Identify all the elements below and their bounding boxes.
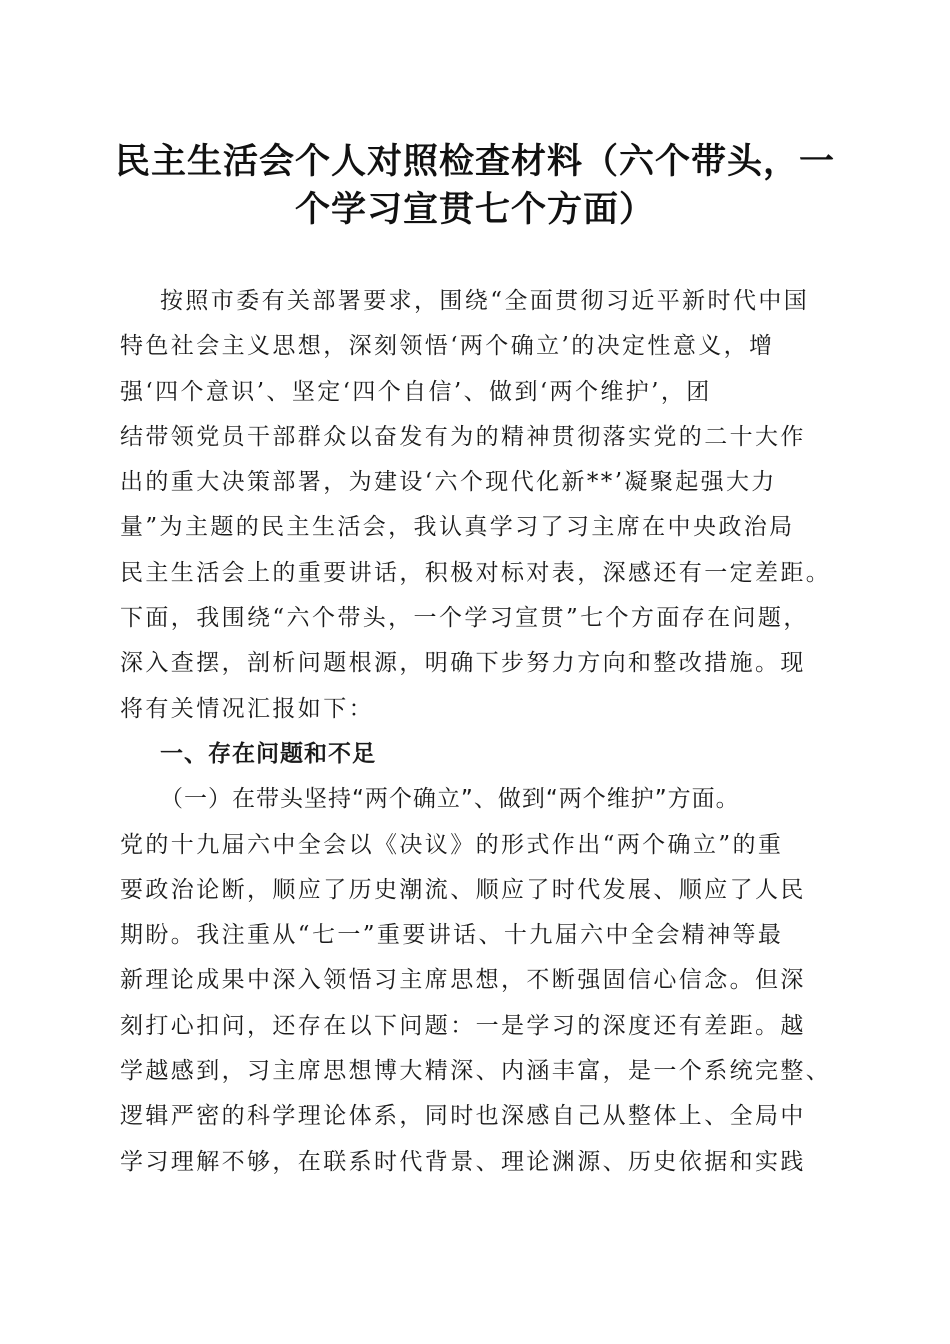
paragraph-line: 民主生活会上的重要讲话，积极对标对表，深感还有一定差距。: [120, 559, 832, 586]
paragraph-line: 期盼。我注重从“七一”重要讲话、十九届六中全会精神等最: [120, 922, 784, 949]
paragraph-line: 特色社会主义思想，深刻领悟‘两个确立’的决定性意义，增: [120, 333, 775, 360]
subsection-heading: （一）在带头坚持“两个确立”、做到“两个维护”方面。: [160, 786, 740, 813]
paragraph-line: 党的十九届六中全会以《决议》的形式作出“两个确立”的重: [120, 831, 784, 858]
title-line: 个学习宣贯七个方面）: [294, 189, 655, 230]
paragraph-line: 按照市委有关部署要求，围绕“全面贯彻习近平新时代中国: [160, 288, 810, 314]
document-title: [95, 138, 855, 234]
paragraph-line: 将有关情况汇报如下：: [120, 695, 374, 722]
paragraph-line: 下面，我围绕“六个带头，一个学习宣贯”七个方面存在问题，: [120, 605, 809, 632]
paragraph-line: 逻辑严密的科学理论体系，同时也深感自己从整体上、全局中: [120, 1103, 806, 1130]
paragraph-line: 深入查摆，剖析问题根源，明确下步努力方向和整改措施。现: [120, 650, 806, 677]
paragraph-line: 刻打心扣问，还存在以下问题：一是学习的深度还有差距。越: [120, 1012, 806, 1039]
document-body: [120, 279, 842, 1185]
paragraph-line: 学习理解不够，在联系时代背景、理论渊源、历史依据和实践: [120, 1148, 806, 1175]
paragraph-line: 结带领党员干部群众以奋发有为的精神贯彻落实党的二十大作: [120, 423, 806, 450]
paragraph-line: 要政治论断，顺应了历史潮流、顺应了时代发展、顺应了人民: [120, 876, 806, 903]
section-heading: 一、存在问题和不足: [160, 740, 376, 767]
paragraph-line: 出的重大决策部署，为建设‘六个现代化新**’凝聚起强大力: [120, 469, 777, 496]
title-line: 民主生活会个人对照检查材料（六个带头，一: [114, 141, 835, 182]
paragraph-line: 强‘四个意识’、坚定‘四个自信’、做到‘两个维护’，团: [120, 378, 712, 405]
paragraph-line: 量”为主题的民主生活会，我认真学习了习主席在中央政治局: [120, 514, 795, 541]
paragraph-line: 学越感到，习主席思想博大精深、内涵丰富，是一个系统完整、: [120, 1058, 832, 1085]
paragraph-line: 新理论成果中深入领悟习主席思想，不断强固信心信念。但深: [120, 967, 806, 994]
